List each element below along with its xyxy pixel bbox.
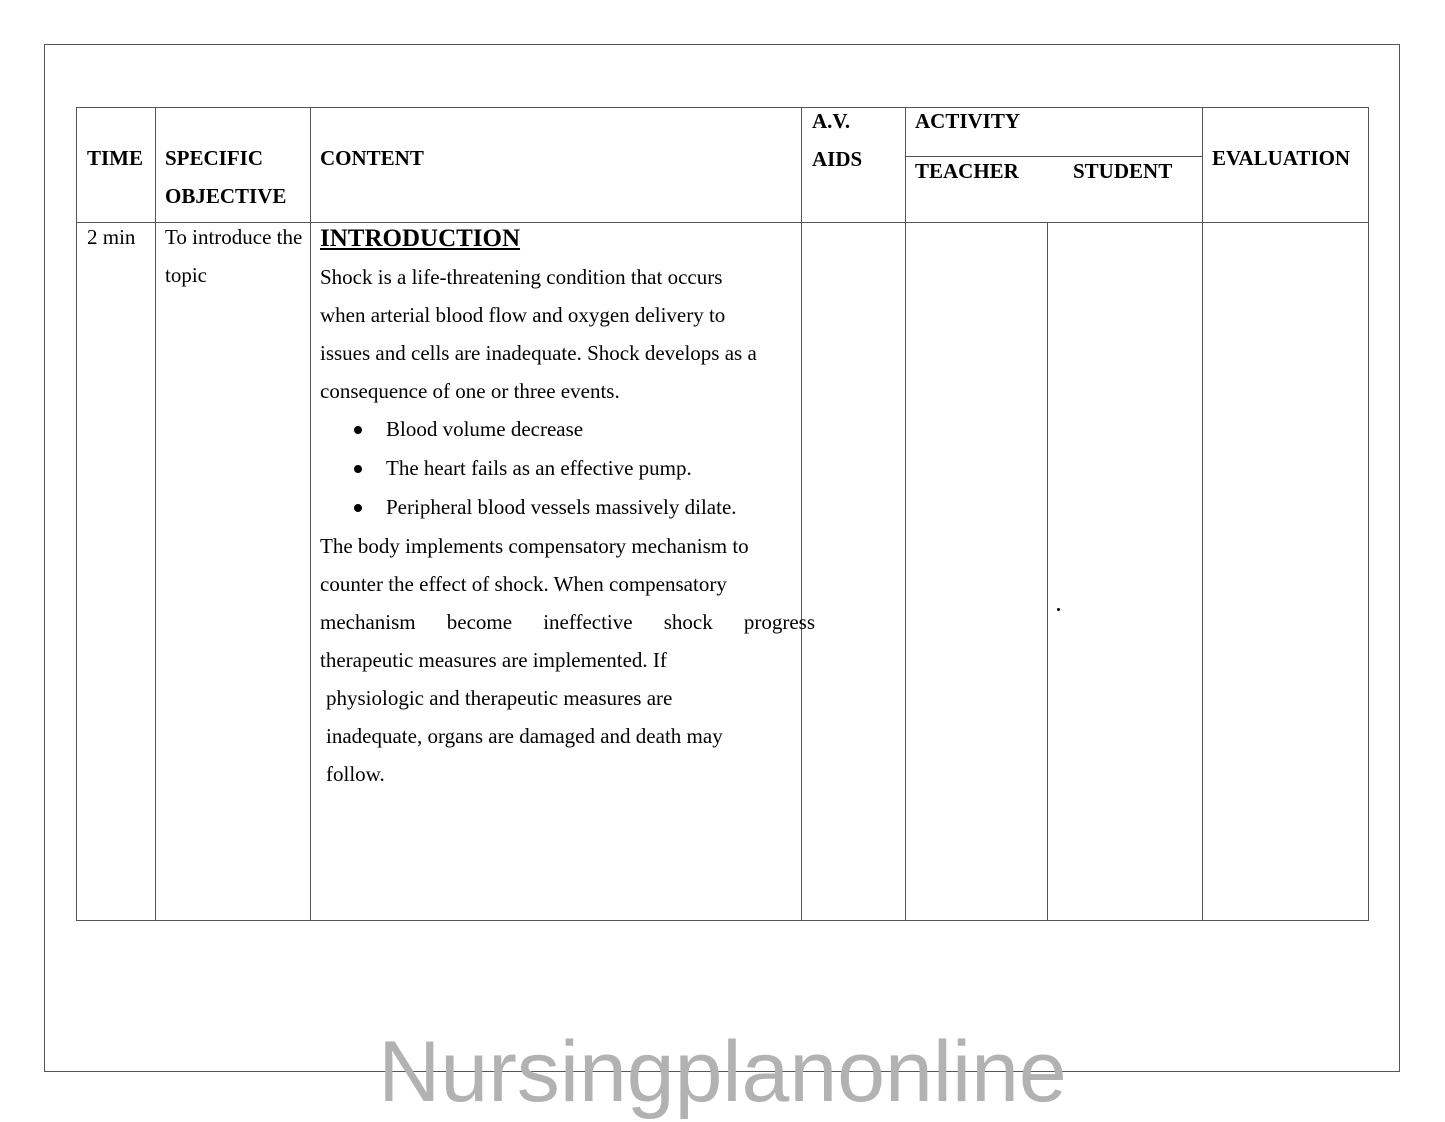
header-teacher: TEACHER	[915, 159, 1019, 183]
content-para4-line1: physiologic and therapeutic measures are	[326, 686, 673, 710]
row-content	[320, 222, 815, 793]
justified-word: become	[446, 610, 513, 634]
content-para3: therapeutic measures are implemented. If	[320, 648, 667, 672]
header-specific-objective-line2: OBJECTIVE	[165, 184, 287, 208]
header-activity: ACTIVITY	[915, 109, 1021, 133]
header-content: CONTENT	[320, 146, 424, 170]
content-para4-line2: inadequate, organs are damaged and death may	[326, 724, 723, 748]
content-bullet-list	[0, 410, 800, 527]
justified-word: shock	[663, 610, 713, 634]
justified-word: progress	[743, 610, 815, 634]
bullet-item: The heart fails as an effective pump.	[320, 449, 800, 488]
content-para1-line2: when arterial blood flow and oxygen delivery to	[320, 303, 726, 327]
content-para4-line3: follow.	[326, 762, 385, 786]
col-divider-av-aids	[905, 107, 906, 921]
content-justified-line	[320, 603, 815, 641]
content-para1-line1: Shock is a life-threatening condition that occurs	[320, 265, 723, 289]
content-para1-line4: consequence of one or three events.	[320, 379, 620, 403]
justified-word: ineffective	[543, 610, 633, 634]
row-objective-line1: To introduce the	[165, 225, 303, 249]
content-heading: INTRODUCTION	[320, 225, 521, 252]
stray-dot	[1057, 608, 1060, 611]
content-para2-line2: counter the effect of shock. When compensatory	[320, 572, 727, 596]
table-right-border	[1368, 107, 1369, 921]
col-divider-student	[1202, 107, 1203, 921]
row-time: 2 min	[87, 225, 136, 249]
table-top-border	[76, 107, 1369, 108]
bullet-item: Peripheral blood vessels massively dilate.	[320, 488, 800, 527]
header-av-aids	[812, 102, 862, 178]
row-objective	[165, 218, 302, 294]
header-specific-objective-line1: SPECIFIC	[165, 146, 264, 170]
content-para2-line1: The body implements compensatory mechanism to	[320, 534, 749, 558]
bullet-item: Blood volume decrease	[320, 410, 800, 449]
header-specific-objective	[165, 139, 286, 215]
header-evaluation: EVALUATION	[1212, 146, 1351, 170]
content-para1-line3: issues and cells are inadequate. Shock develops as a	[320, 341, 757, 365]
table-bottom-border	[76, 920, 1369, 921]
content-justified-line-clip	[320, 603, 815, 641]
header-av-aids-line2: AIDS	[812, 147, 863, 171]
header-av-aids-line1: A.V.	[812, 109, 851, 133]
col-divider-content	[801, 107, 802, 921]
header-student: STUDENT	[1073, 159, 1173, 183]
justified-word: mechanism	[320, 610, 416, 634]
row-objective-line2: topic	[165, 263, 207, 287]
watermark-text: Nursingplanonline	[378, 1024, 1067, 1120]
header-time: TIME	[87, 146, 144, 170]
col-divider-teacher	[1047, 222, 1048, 921]
